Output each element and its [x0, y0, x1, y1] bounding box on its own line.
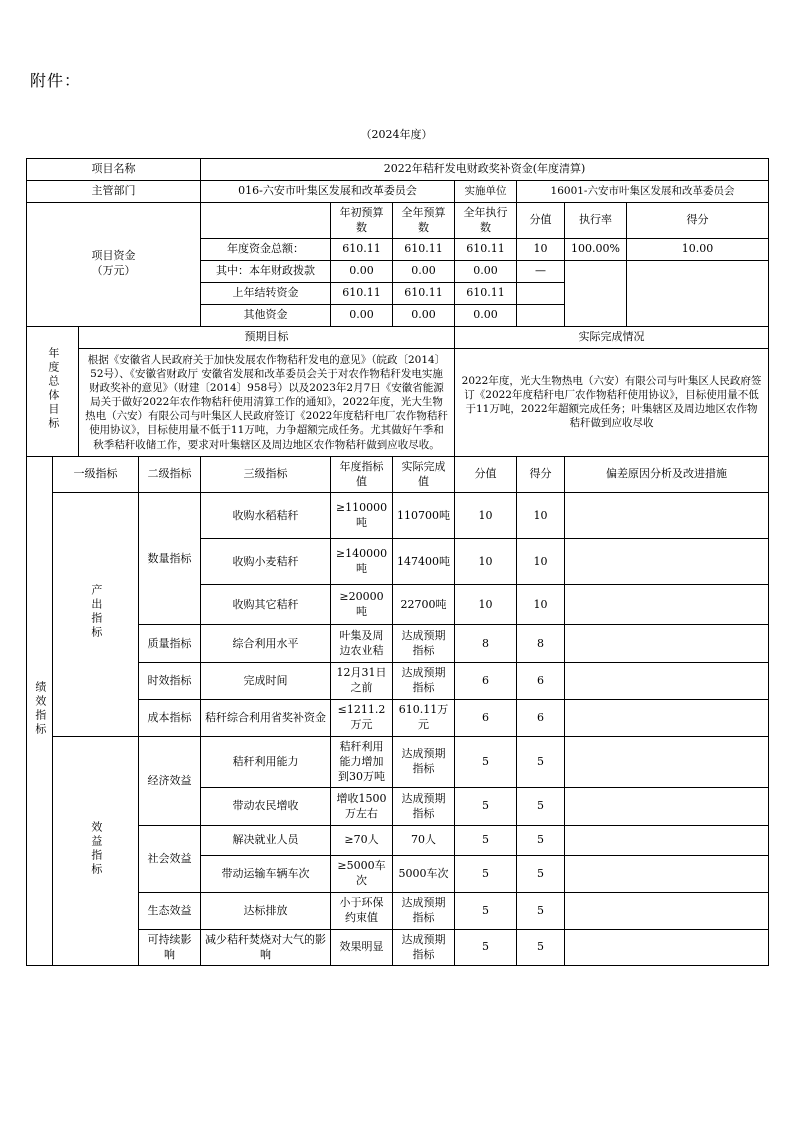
indicator-l2-social: 社会效益: [139, 826, 201, 893]
indicator-actual: 达成预期指标: [393, 788, 455, 826]
indicator-l2-economic: 经济效益: [139, 736, 201, 826]
indicator-actual: 70人: [393, 826, 455, 856]
indicator-target: ≥5000车次: [331, 856, 393, 893]
indicator-target: 效果明显: [331, 929, 393, 966]
indicator-scoreval: 10: [455, 493, 517, 539]
fund-row-name: 其他资金: [201, 304, 331, 326]
indicator-deviation: [565, 625, 769, 663]
fund-row-rate: 100.00%: [565, 239, 627, 261]
table-row-project-name: [27, 159, 769, 181]
fund-row-scoreval: [517, 304, 565, 326]
fund-row-exec: 610.11: [455, 239, 517, 261]
indicator-deviation: [565, 700, 769, 737]
indicator-actual: 110700吨: [393, 493, 455, 539]
fund-row-score: 10.00: [627, 239, 769, 261]
actual-result-text: 2022年度，光大生物热电（六安）有限公司与叶集区人民政府签订《2022年度秸秆电厂农作物秸秆使用协议》，目标使用量不低于11万吨，2022年超额完成任务；叶集辖区及周边地区农作物秸秆做到应收尽收: [455, 348, 769, 456]
fund-row-begin: 0.00: [331, 304, 393, 326]
indicator-scoreval: 6: [455, 700, 517, 737]
funds-label-line1: 项目资金: [91, 249, 136, 263]
indicator-scoreval: 5: [455, 736, 517, 788]
fund-header-begin: 年初预算数: [331, 202, 393, 239]
unit-label: 实施单位: [455, 180, 517, 202]
fund-header-exec: 全年执行数: [455, 202, 517, 239]
indicator-scoreval: 10: [455, 539, 517, 585]
indicator-score: 10: [517, 493, 565, 539]
indicator-actual: 22700吨: [393, 585, 455, 625]
indicator-l3: 减少秸秆焚烧对大气的影响: [201, 929, 331, 966]
indicator-deviation: [565, 736, 769, 788]
table-row-department: [27, 180, 769, 202]
performance-evaluation-table: [26, 158, 769, 966]
table-row-indicator: [27, 826, 769, 856]
indicator-header-l2: 二级指标: [139, 456, 201, 493]
indicator-deviation: [565, 493, 769, 539]
fund-row-name: 其中：本年财政拨款: [201, 261, 331, 283]
indicator-score: 5: [517, 736, 565, 788]
indicator-l3: 秸秆综合利用省奖补资金: [201, 700, 331, 737]
fund-row-scoreval: [517, 283, 565, 305]
indicator-scoreval: 6: [455, 663, 517, 700]
table-row-indicator: [27, 736, 769, 788]
indicator-scoreval: 8: [455, 625, 517, 663]
fund-header-budget: 全年预算数: [393, 202, 455, 239]
indicator-score: 5: [517, 893, 565, 930]
fund-header-score: 得分: [627, 202, 769, 239]
indicator-target: ≥140000吨: [331, 539, 393, 585]
indicator-header-actual: 实际完成值: [393, 456, 455, 493]
indicator-target: 秸秆利用能力增加到30万吨: [331, 736, 393, 788]
attachment-label: 附件：: [30, 71, 82, 90]
project-name-label: 项目名称: [27, 159, 201, 181]
indicator-scoreval: 10: [455, 585, 517, 625]
table-row-fund-headers: [27, 202, 769, 239]
indicator-score: 5: [517, 929, 565, 966]
fund-row-budget: 0.00: [393, 261, 455, 283]
indicator-l2-cost: 成本指标: [139, 700, 201, 737]
department-label: 主管部门: [27, 180, 201, 202]
fund-row-exec: 610.11: [455, 283, 517, 305]
indicator-scoreval: 5: [455, 788, 517, 826]
year-subtitle: （2024年度）: [360, 128, 433, 141]
indicator-target: ≤1211.2万元: [331, 700, 393, 737]
fund-header-rate: 执行率: [565, 202, 627, 239]
indicator-deviation: [565, 585, 769, 625]
indicator-target: ≥20000吨: [331, 585, 393, 625]
indicator-actual: 达成预期指标: [393, 625, 455, 663]
indicator-header-target: 年度指标值: [331, 456, 393, 493]
fund-row-budget: 610.11: [393, 239, 455, 261]
indicator-header-l3: 三级指标: [201, 456, 331, 493]
indicator-target: ≥70人: [331, 826, 393, 856]
table-row-indicator-headers: [27, 456, 769, 493]
indicator-l3: 综合利用水平: [201, 625, 331, 663]
expected-goal-text: 根据《安徽省人民政府关于加快发展农作物秸秆发电的意见》（皖政〔2014〕52号）、《安徽省财政厅 安徽省发展和改革委员会关于对农作物秸秆发电实施财政奖补的意见》（财建〔2014〕958号）以及2023年2月7日《安徽省能源局关于做好2022年农作物秸秆使用清算工作的通知》，2022年度，光大生物热电（六安）有限公司与叶集区人民政府签订《2022年度秸秆电厂农作物秸秆使用协议》，目标使用量不低于11万吨，力争超额完成任务。尤其做好午季和秋季秸秆收储工作，要求对叶集辖区及周边地区农作物秸秆做到应收尽收。: [79, 348, 455, 456]
indicator-target: 叶集及周边农业秸: [331, 625, 393, 663]
indicator-l3: 收购水稻秸秆: [201, 493, 331, 539]
indicator-deviation: [565, 663, 769, 700]
indicator-score: 6: [517, 663, 565, 700]
indicator-l3: 收购小麦秸秆: [201, 539, 331, 585]
indicator-l2-ecological: 生态效益: [139, 893, 201, 930]
table-row-indicator: [27, 929, 769, 966]
actual-result-header: 实际完成情况: [455, 326, 769, 348]
table-row-indicator: [27, 625, 769, 663]
indicator-actual: 达成预期指标: [393, 929, 455, 966]
fund-row-budget: 610.11: [393, 283, 455, 305]
indicator-score: 5: [517, 826, 565, 856]
indicator-header-score: 得分: [517, 456, 565, 493]
table-row-indicator: [27, 493, 769, 539]
indicator-target: 小于环保约束值: [331, 893, 393, 930]
fund-row-scoreval: —: [517, 261, 565, 283]
fund-row-budget: 0.00: [393, 304, 455, 326]
fund-header-scoreval: 分值: [517, 202, 565, 239]
table-row-indicator: [27, 893, 769, 930]
performance-label: 绩效指标: [27, 456, 53, 966]
indicator-target: 增收1500万左右: [331, 788, 393, 826]
indicator-scoreval: 5: [455, 893, 517, 930]
indicator-l3: 解决就业人员: [201, 826, 331, 856]
indicator-l3: 收购其它秸秆: [201, 585, 331, 625]
indicator-score: 10: [517, 585, 565, 625]
indicator-scoreval: 5: [455, 826, 517, 856]
indicator-deviation: [565, 856, 769, 893]
indicator-actual: 610.11万元: [393, 700, 455, 737]
expected-goal-header: 预期目标: [79, 326, 455, 348]
indicator-l3: 带动农民增收: [201, 788, 331, 826]
indicator-l3: 秸秆利用能力: [201, 736, 331, 788]
indicator-deviation: [565, 893, 769, 930]
fund-rate-empty: [565, 261, 627, 327]
indicator-actual: 147400吨: [393, 539, 455, 585]
indicator-scoreval: 5: [455, 929, 517, 966]
table-row-indicator: [27, 663, 769, 700]
fund-row-name: 年度资金总额：: [201, 239, 331, 261]
indicator-target: 12月31日之前: [331, 663, 393, 700]
fund-score-empty: [627, 261, 769, 327]
indicator-score: 8: [517, 625, 565, 663]
table-row-indicator: [27, 700, 769, 737]
annual-goal-label: 年度总体目标: [27, 326, 79, 456]
fund-row-exec: 0.00: [455, 261, 517, 283]
fund-row-scoreval: 10: [517, 239, 565, 261]
indicator-l2-quality: 质量指标: [139, 625, 201, 663]
indicator-actual: 5000车次: [393, 856, 455, 893]
funds-label-line2: （万元）: [91, 264, 136, 278]
indicator-actual: 达成预期指标: [393, 663, 455, 700]
fund-row-exec: 0.00: [455, 304, 517, 326]
indicator-l2-timeliness: 时效指标: [139, 663, 201, 700]
indicator-deviation: [565, 826, 769, 856]
indicator-l2-quantity: 数量指标: [139, 493, 201, 625]
unit-value: 16001-六安市叶集区发展和改革委员会: [517, 180, 769, 202]
project-name-value: 2022年秸秆发电财政奖补资金(年度清算): [201, 159, 769, 181]
indicator-l1-output: 产出指标: [53, 493, 139, 736]
indicator-target: ≥110000吨: [331, 493, 393, 539]
indicator-actual: 达成预期指标: [393, 893, 455, 930]
indicator-score: 5: [517, 788, 565, 826]
indicator-l3: 带动运输车辆车次: [201, 856, 331, 893]
funds-label: [27, 202, 201, 326]
table-row-goal-headers: [27, 326, 769, 348]
indicator-header-deviation: 偏差原因分析及改进措施: [565, 456, 769, 493]
indicator-header-scoreval: 分值: [455, 456, 517, 493]
indicator-deviation: [565, 788, 769, 826]
indicator-l3: 完成时间: [201, 663, 331, 700]
department-value: 016-六安市叶集区发展和改革委员会: [201, 180, 455, 202]
indicator-score: 6: [517, 700, 565, 737]
fund-row-begin: 610.11: [331, 239, 393, 261]
indicator-scoreval: 5: [455, 856, 517, 893]
fund-row-begin: 0.00: [331, 261, 393, 283]
indicator-header-l1: 一级指标: [53, 456, 139, 493]
indicator-l2-sustainable: 可持续影响: [139, 929, 201, 966]
fund-row-name: 上年结转资金: [201, 283, 331, 305]
indicator-actual: 达成预期指标: [393, 736, 455, 788]
indicator-score: 10: [517, 539, 565, 585]
indicator-deviation: [565, 929, 769, 966]
indicator-deviation: [565, 539, 769, 585]
indicator-score: 5: [517, 856, 565, 893]
indicator-l3: 达标排放: [201, 893, 331, 930]
fund-row-begin: 610.11: [331, 283, 393, 305]
table-row-goal-text: [27, 348, 769, 456]
indicator-l1-benefit: 效益指标: [53, 736, 139, 966]
